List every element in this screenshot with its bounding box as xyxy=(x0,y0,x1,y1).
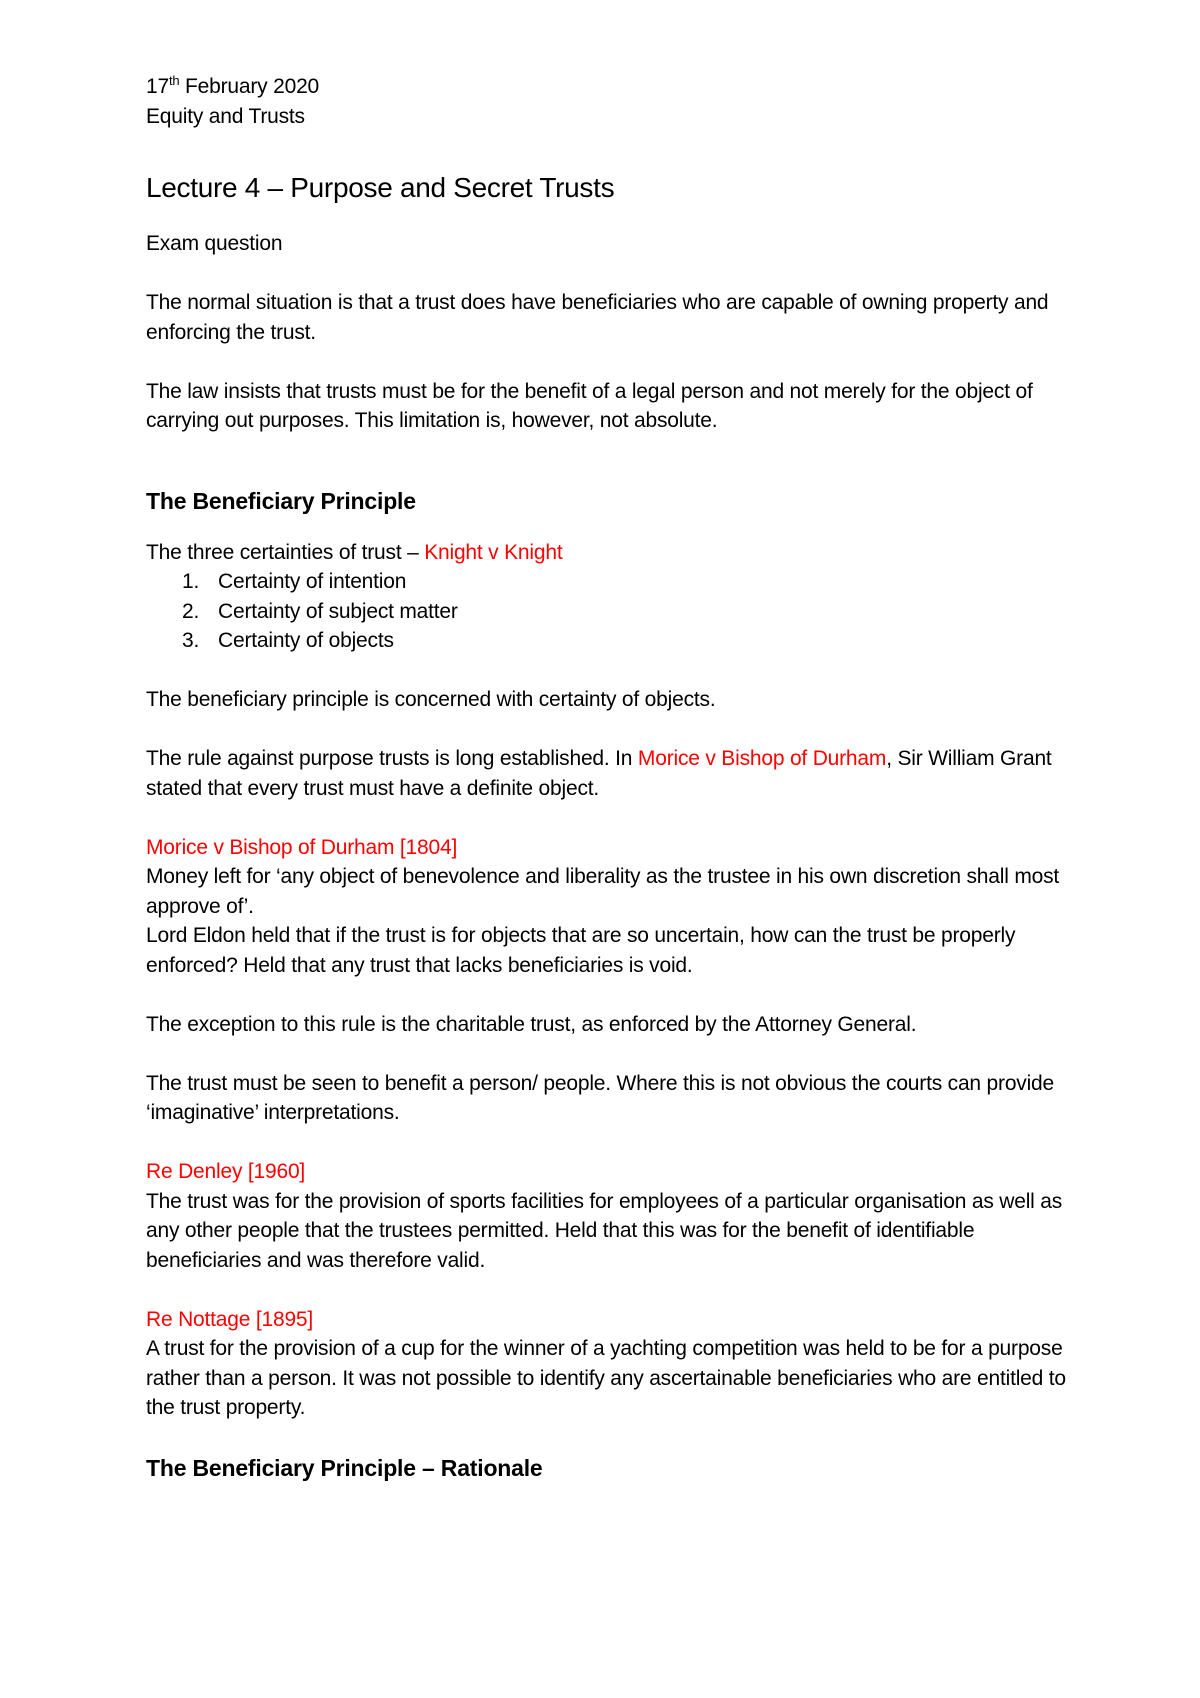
exam-question-label: Exam question xyxy=(146,232,283,255)
list-item: 1. Certainty of intention xyxy=(182,570,407,593)
certainties-list xyxy=(146,567,1086,656)
certainties-line: The three certainties of trust – Knight v Knight xyxy=(146,540,563,564)
nottage-text: A trust for the provision of a cup for the winner of a yachting competition was held to be for a purpose rather than a person. It was not possible to identify any ascertainable beneficiaries who are entitled to the trust property. xyxy=(146,1337,1066,1419)
section-heading-rationale: The Beneficiary Principle – Rationale xyxy=(146,1454,543,1481)
morice-text-1: Money left for ‘any object of benevolence and liberality as the trustee in his own discretion shall most approve of’. xyxy=(146,865,1060,918)
page-title: Lecture 4 – Purpose and Secret Trusts xyxy=(146,172,615,203)
section-heading-beneficiary-principle: The Beneficiary Principle xyxy=(146,487,416,514)
objects-paragraph: The beneficiary principle is concerned with certainty of objects. xyxy=(146,688,716,711)
case-name-morice: Morice v Bishop of Durham xyxy=(637,747,887,770)
rule-paragraph: The rule against purpose trusts is long established. In Morice v Bishop of Durham, Sir William Grant stated that every trust must have a definite object. xyxy=(146,747,1052,800)
list-item: 3. Certainty of objects xyxy=(182,629,394,652)
list-item: 2. Certainty of subject matter xyxy=(182,599,458,623)
case-heading-denley: Re Denley [1960] xyxy=(146,1160,306,1183)
document-page xyxy=(146,72,1086,1483)
case-heading-nottage: Re Nottage [1895] xyxy=(146,1307,314,1331)
denley-text: The trust was for the provision of sports facilities for employees of a particular organisation as well as any other people that the trustees permitted. Held that this was for the benefit of identifiable beneficiaries and was therefore valid. xyxy=(146,1189,1063,1272)
course-name: Equity and Trusts xyxy=(146,104,305,128)
case-heading-morice: Morice v Bishop of Durham [1804] xyxy=(146,835,458,859)
date-line: 17th February 2020 xyxy=(146,73,320,98)
intro-paragraph-2: The law insists that trusts must be for the benefit of a legal person and not merely for the object of carrying out purposes. This limitation is, however, not absolute. xyxy=(146,379,1033,432)
benefit-paragraph: The trust must be seen to benefit a person/ people. Where this is not obvious the courts can provide ‘imaginative’ interpretations. xyxy=(146,1071,1055,1124)
case-name-knight: Knight v Knight xyxy=(424,540,563,564)
intro-paragraph-1: The normal situation is that a trust does have beneficiaries who are capable of owning property and enforcing the trust. xyxy=(146,291,1049,344)
exception-paragraph: The exception to this rule is the charitable trust, as enforced by the Attorney General. xyxy=(146,1012,917,1036)
morice-text-2: Lord Eldon held that if the trust is for objects that are so uncertain, how can the trust be properly enforced? Held that any trust that lacks beneficiaries is void. xyxy=(146,924,1016,977)
date-ordinal-suffix: th xyxy=(168,73,180,88)
